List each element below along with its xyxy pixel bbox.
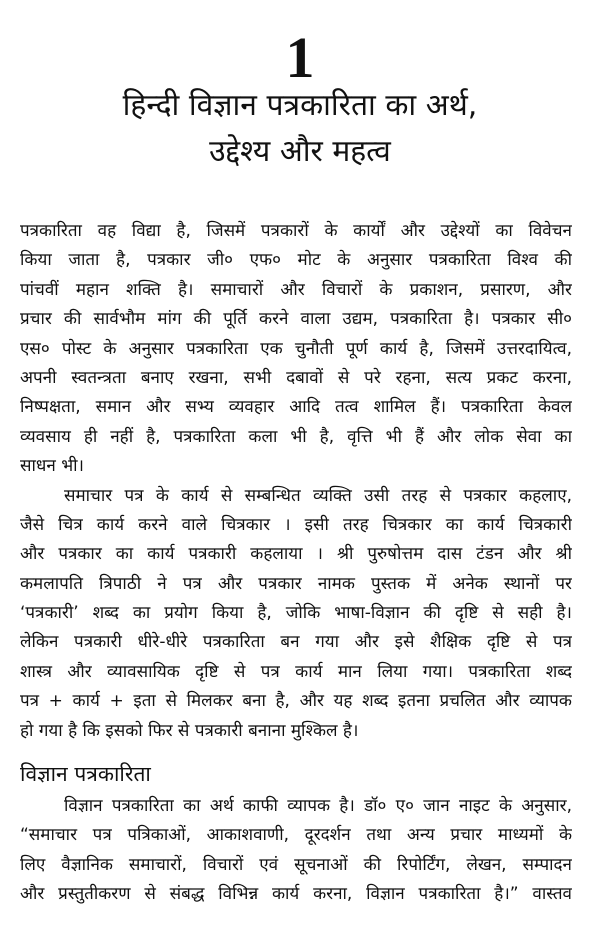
text-line: समाचार पत्र के कार्य से सम्बन्धित व्यक्ति उसी तरह से पत्रकार कहलाए,: [64, 485, 572, 506]
text-line: एस० पोस्ट के अनुसार पत्रकारिता एक चुनौती पूर्ण कार्य है, जिसमें उत्तरदायित्व,: [20, 338, 572, 359]
text-line: जैसे चित्र कार्य करने वाले चित्रकार । इसी तरह चित्रकार का कार्य चित्रकारी: [20, 514, 572, 535]
text-line: शास्त्र और व्यावसायिक दृष्टि से पत्र कार्य मान लिया गया। पत्रकारिता शब्द: [20, 661, 572, 682]
text-line: पत्र + कार्य + इता से मिलकर बना है, और यह शब्द इतना प्रचलित और व्यापक: [20, 691, 572, 712]
text-line: लिए वैज्ञानिक समाचारों, विचारों एवं सूचनाओं की रिपोर्टिंग, लेखन, सम्पादन: [20, 854, 572, 875]
text-line: व्यवसाय ही नहीं है, पत्रकारिता कला भी है, वृत्ति भी हैं और लोक सेवा का: [20, 426, 572, 447]
page-body: [20, 217, 572, 910]
text-line: किया जाता है, पत्रकार जी० एफ० मोट के अनुसार पत्रकारिता विश्व की: [20, 250, 572, 271]
text-line: कमलापति त्रिपाठी ने पत्र और पत्रकार नामक पुस्तक में अनेक स्थानों पर: [20, 573, 572, 594]
text-line: ‘पत्रकारी’ शब्द का प्रयोग किया है, जोकि भाषा-विज्ञान की दृष्टि से सही है।: [20, 603, 572, 624]
text-line: और प्रस्तुतीकरण से संबद्ध विभिन्न कार्य करना, विज्ञान पत्रकारिता है।” वास्तव: [20, 884, 572, 905]
text-line: पांचवीं महान शक्ति है। समाचारों और विचारों के प्रकाशन, प्रसारण, और: [20, 279, 572, 300]
text-line: प्रचार की सार्वभौम मांग की पूर्ति करने वाला उद्यम, पत्रकारिता है। पत्रकार सी०: [20, 309, 572, 330]
chapter-title-line-1: हिन्दी विज्ञान पत्रकारिता का अर्थ,: [122, 88, 478, 123]
text-line: निष्पक्षता, समान और सभ्य व्यवहार आदि तत्व शामिल हैं। पत्रकारिता केवल: [20, 397, 572, 418]
text-line: और पत्रकार का कार्य पत्रकारी कहलाया । श्री पुरुषोत्तम दास टंडन और श्री: [20, 544, 572, 565]
text-line: पत्रकारिता वह विद्या है, जिसमें पत्रकारों के कार्यों और उद्देश्यों का विवेचन: [20, 221, 572, 241]
chapter-title-line-2: उद्देश्य और महत्व: [209, 134, 391, 169]
text-line: हो गया है कि इसको फिर से पत्रकारी बनाना मुश्किल है।: [20, 720, 359, 741]
text-line: विज्ञान पत्रकारिता का अर्थ काफी व्यापक है। डॉ० ए० जान नाइट के अनुसार,: [64, 796, 572, 817]
chapter-number: 1: [285, 25, 315, 90]
section-heading: विज्ञान पत्रकारिता: [20, 762, 151, 787]
text-line: साधन भी।: [20, 456, 84, 477]
text-line: लेकिन पत्रकारी धीरे-धीरे पत्रकारिता बन गया और इसे शैक्षिक दृष्टि से पत्र: [20, 632, 572, 653]
text-line: अपनी स्वतन्त्रता बनाए रखना, सभी दबावों से परे रहना, सत्य प्रकट करना,: [20, 367, 572, 388]
text-line: “समाचार पत्र पत्रिकाओं, आकाशवाणी, दूरदर्शन तथा अन्य प्रचार माध्यमों के: [20, 825, 572, 846]
